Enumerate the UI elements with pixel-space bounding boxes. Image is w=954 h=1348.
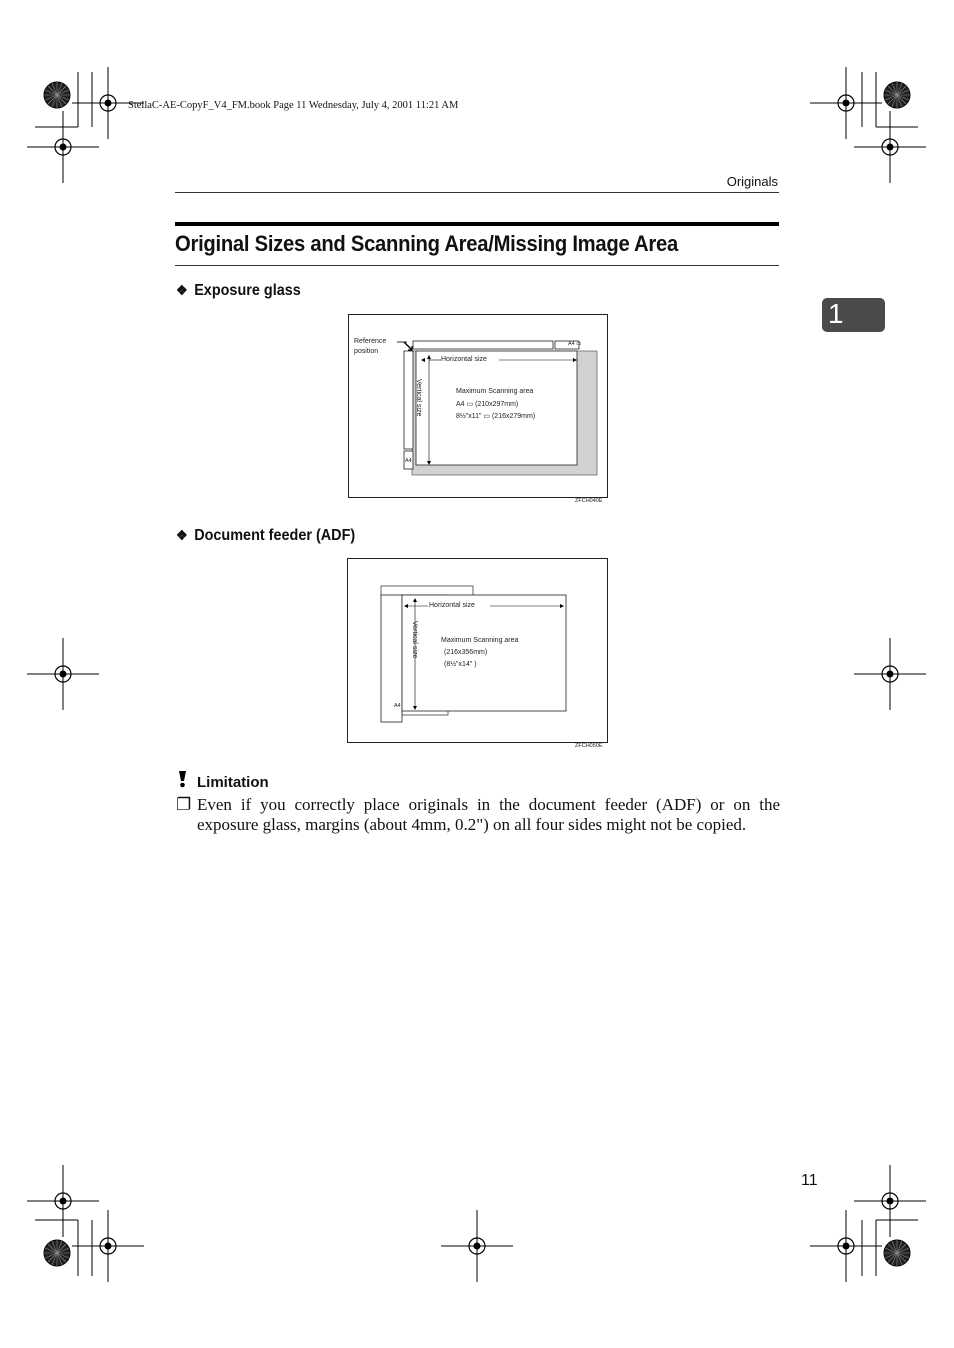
size-line-1: A4 ▭ (210x297mm) [456, 401, 519, 408]
crosshair-mark [854, 111, 926, 183]
limitation-heading-text: Limitation [197, 774, 269, 791]
diamond-bullet-icon: ❖ [176, 527, 188, 543]
a4-side-label: A4 [394, 703, 401, 709]
chapter-number: 1 [828, 298, 844, 329]
document-feeder-figure [347, 558, 608, 743]
size-line-2: (8½"x14" ) [444, 661, 477, 668]
title-rule-bottom [175, 265, 779, 266]
figure-code: ZFCH040E [575, 498, 603, 504]
limitation-item [176, 795, 780, 834]
section-heading-text: Document feeder (ADF) [194, 527, 356, 544]
horizontal-size-label: Horizontal size [441, 356, 487, 363]
sunburst-mark [884, 1240, 910, 1266]
crosshair-mark [27, 1165, 99, 1237]
a4-side-label: A4 [405, 458, 412, 464]
diamond-bullet-icon: ❖ [176, 282, 188, 298]
vertical-size-label: Vertical size [411, 621, 418, 659]
page-title: Original Sizes and Scanning Area/Missing Image Area [175, 231, 678, 256]
reference-label-line-2: position [354, 348, 379, 355]
title-rule-top [175, 222, 779, 226]
section-heading-document-feeder [176, 527, 355, 545]
crosshair-mark [810, 67, 882, 139]
section-heading-text: Exposure glass [194, 282, 301, 299]
size-line-2: 8½"x11" ▭ (216x279mm) [456, 413, 536, 420]
figure-code: ZFCH050E [575, 743, 603, 749]
reference-label-line-1: Reference [354, 338, 387, 345]
crosshair-mark [27, 638, 99, 710]
vertical-size-label: Vertical size [415, 379, 422, 417]
max-scan-label: Maximum Scanning area [456, 388, 534, 395]
crosshair-mark [27, 111, 99, 183]
running-head: Originals [726, 174, 778, 189]
exclamation-icon [176, 770, 189, 788]
sunburst-mark [44, 82, 70, 108]
crosshair-mark [810, 1210, 882, 1282]
checkbox-bullet-icon: ❐ [176, 795, 192, 814]
crosshair-mark [441, 1210, 513, 1282]
max-scan-label: Maximum Scanning area [441, 637, 519, 644]
horizontal-size-label: Horizontal size [429, 602, 475, 609]
section-heading-exposure-glass [176, 282, 301, 300]
exposure-glass-figure [348, 314, 608, 498]
page-number: 11 [801, 1172, 818, 1189]
a4-top-label: A4 ▭ [568, 341, 582, 347]
print-info: StellaC-AE-CopyF_V4_FM.book Page 11 Wednesday, July 4, 2001 11:21 AM [128, 100, 459, 111]
chapter-tab [822, 298, 885, 332]
crosshair-mark [854, 638, 926, 710]
size-line-1: (216x356mm) [444, 649, 488, 656]
crosshair-mark [72, 1210, 144, 1282]
sunburst-mark [44, 1240, 70, 1266]
limitation-text: Even if you correctly place originals in the document feeder (ADF) or on the exposure glass, margins (about 4mm, 0.2") on all four sides might not be copied. [197, 795, 780, 834]
crosshair-mark [854, 1165, 926, 1237]
header-rule [175, 192, 779, 193]
sunburst-mark [884, 82, 910, 108]
limitation-heading [176, 774, 269, 791]
